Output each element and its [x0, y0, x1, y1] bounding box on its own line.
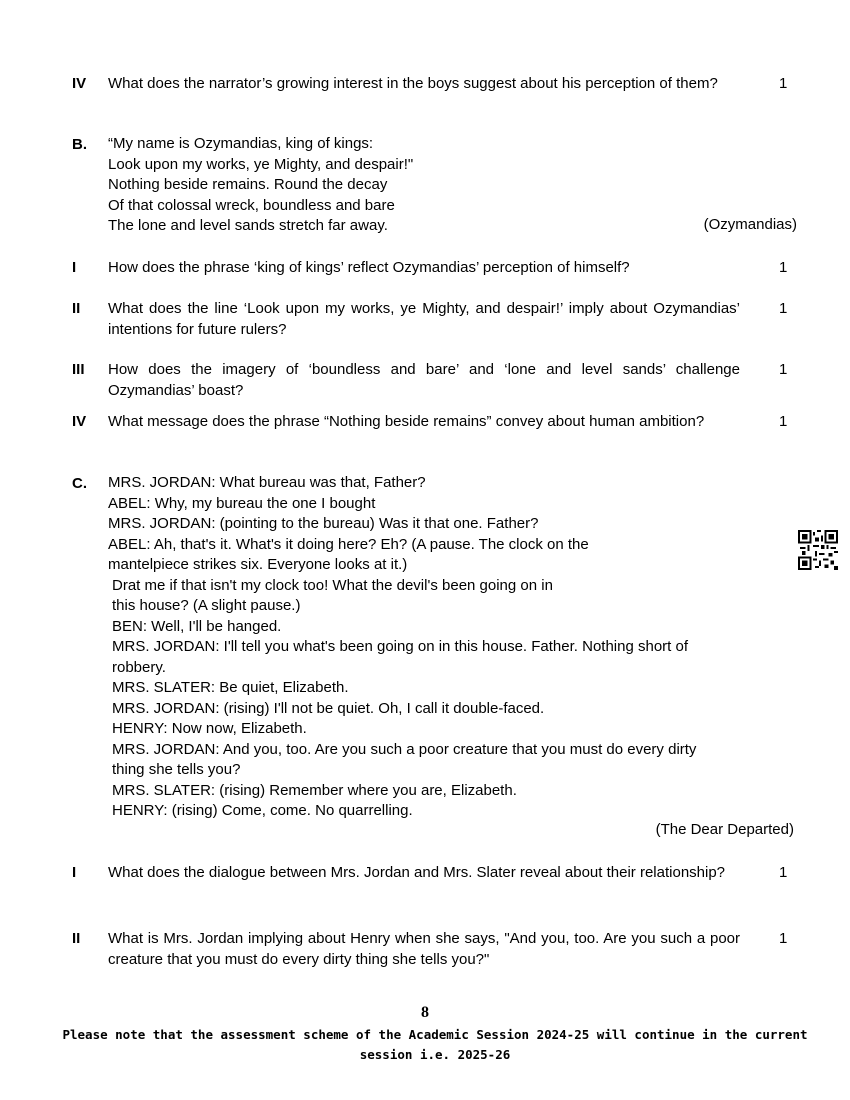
- extract-source: (Ozymandias): [703, 216, 797, 233]
- footer-note: Please note that the assessment scheme of the Academic Session 2024-25 will continue in the current session i.e. 2025-26: [62, 1027, 808, 1062]
- dialogue-line: robbery.: [112, 658, 166, 676]
- question-number: II: [72, 300, 81, 317]
- question-text: What does the line ‘Look upon my works, ye Mighty, and despair!’ imply about Ozymandias’ intentions for future rulers?: [108, 300, 740, 338]
- extract-source: (The Dear Departed): [655, 821, 794, 838]
- play-extract: [108, 473, 798, 822]
- poem-line: “My name is Ozymandias, king of kings:: [108, 135, 374, 152]
- question-marks: 1: [779, 930, 788, 947]
- question-marks: 1: [779, 361, 788, 378]
- question-marks: 1: [779, 300, 788, 317]
- question-marks: 1: [779, 75, 788, 92]
- dialogue-line: MRS. JORDAN: I'll tell you what's been going on in this house. Father. Nothing short of: [112, 638, 689, 655]
- dialogue-line: mantelpiece strikes six. Everyone looks at it.): [108, 556, 408, 573]
- dialogue-line: thing she tells you?: [112, 761, 241, 778]
- section-label: C.: [72, 475, 87, 492]
- qr-code-icon: [798, 530, 838, 570]
- question-text: How does the imagery of ‘boundless and bare’ and ‘lone and level sands’ challenge Ozymandias’ boast?: [108, 361, 740, 399]
- question-marks: 1: [779, 413, 788, 430]
- dialogue-line: MRS. JORDAN: And you, too. Are you such a poor creature that you must do every dirty: [112, 740, 697, 758]
- question-number: I: [72, 864, 77, 881]
- dialogue-line: MRS. JORDAN: (rising) I'll not be quiet. Oh, I call it double-faced.: [112, 699, 545, 717]
- question-marks: 1: [779, 259, 788, 276]
- poem-line: Of that colossal wreck, boundless and bare: [108, 196, 395, 214]
- question-number: IV: [72, 413, 87, 430]
- question-text: How does the phrase ‘king of kings’ reflect Ozymandias’ perception of himself?: [108, 259, 630, 276]
- question-number: III: [72, 361, 85, 378]
- question-number: II: [72, 930, 81, 947]
- dialogue-line: HENRY: Now now, Elizabeth.: [112, 720, 307, 737]
- dialogue-line: MRS. SLATER: (rising) Remember where you are, Elizabeth.: [112, 781, 517, 799]
- question-text: What does the dialogue between Mrs. Jordan and Mrs. Slater reveal about their relationship?: [108, 864, 726, 881]
- dialogue-line: HENRY: (rising) Come, come. No quarrelling.: [112, 802, 413, 819]
- dialogue-line: MRS. SLATER: Be quiet, Elizabeth.: [112, 679, 349, 696]
- dialogue-line: Drat me if that isn't my clock too! What the devil's been going on in: [112, 576, 553, 594]
- poem-extract: [108, 134, 798, 237]
- dialogue-line: ABEL: Ah, that's it. What's it doing here? Eh? (A pause. The clock on the: [108, 535, 589, 553]
- dialogue-line: ABEL: Why, my bureau the one I bought: [108, 494, 376, 512]
- dialogue-line: BEN: Well, I'll be hanged.: [112, 617, 282, 635]
- question-marks: 1: [779, 864, 788, 881]
- question-number: I: [72, 259, 77, 276]
- question-number: IV: [72, 75, 87, 92]
- dialogue-line: this house? (A slight pause.): [112, 597, 301, 614]
- question-text: What does the narrator’s growing interest in the boys suggest about his perception of them?: [108, 75, 718, 92]
- dialogue-line: MRS. JORDAN: (pointing to the bureau) Was it that one. Father?: [108, 515, 539, 532]
- poem-line: Look upon my works, ye Mighty, and despair!": [108, 155, 414, 173]
- poem-line: Nothing beside remains. Round the decay: [108, 176, 388, 193]
- dialogue-line: MRS. JORDAN: What bureau was that, Father?: [108, 474, 426, 491]
- section-label: B.: [72, 136, 87, 153]
- page-number: 8: [421, 1004, 429, 1021]
- question-text: What is Mrs. Jordan implying about Henry when she says, "And you, too. Are you such a poor creature that you must do every dirty thing she tells you?": [108, 930, 740, 968]
- question-text: What message does the phrase “Nothing beside remains” convey about human ambition?: [108, 413, 705, 430]
- poem-line: The lone and level sands stretch far away.: [108, 217, 388, 234]
